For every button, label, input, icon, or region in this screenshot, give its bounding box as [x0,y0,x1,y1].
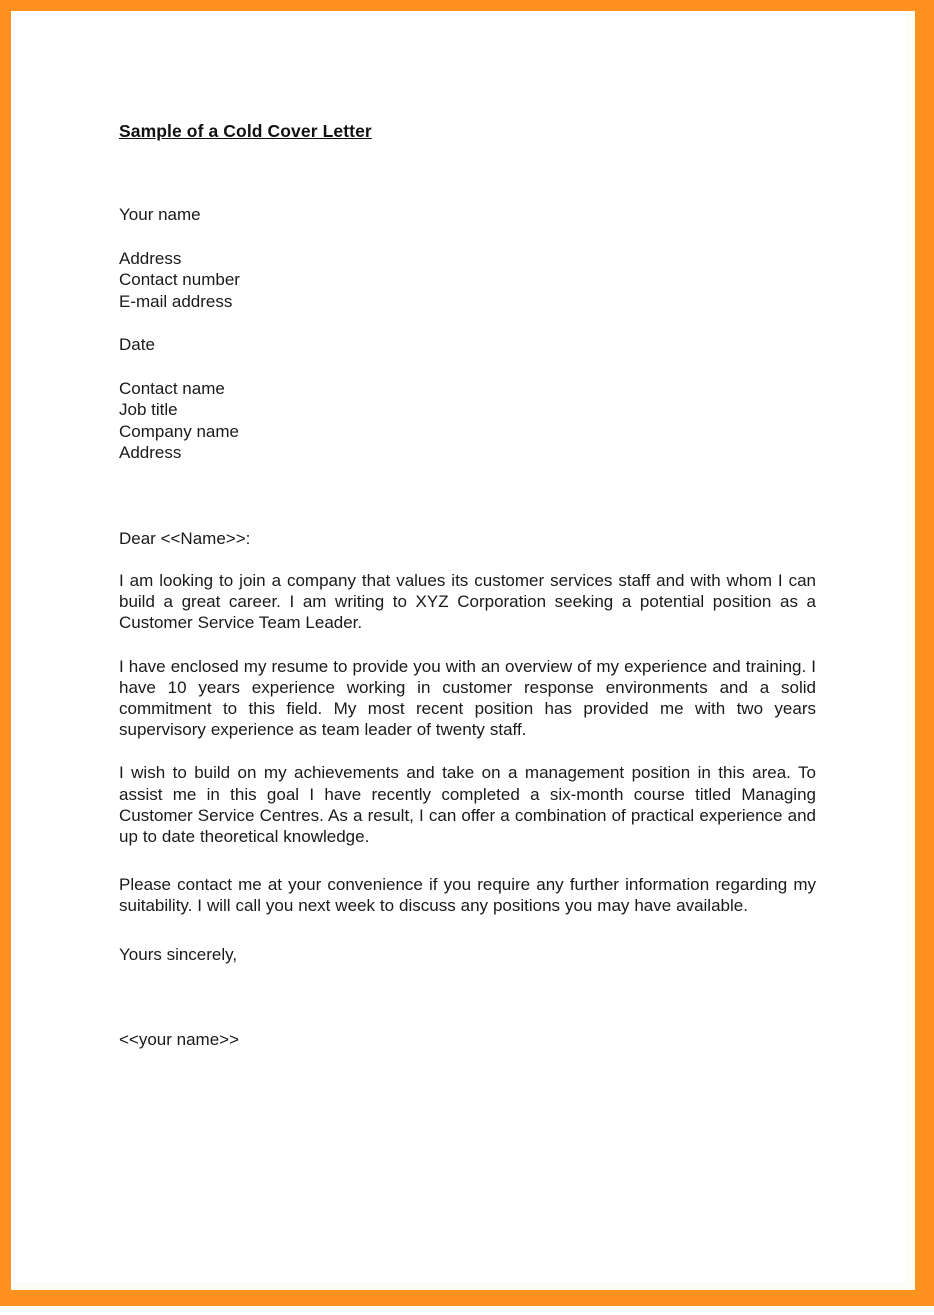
sender-name: Your name [119,205,201,224]
body-paragraph-1: I am looking to join a company that values its customer services staff and with whom I can build a great career. I am writing to XYZ Corporation seeking a potential position as a Customer Service Team Leader. [119,571,816,633]
frame-gutter-bottom [11,1282,915,1290]
body-paragraph-4: Please contact me at your convenience if you require any further information regarding my suitability. I will call you next week to discuss any positions you may have available. [119,875,816,916]
recipient-contact-name: Contact name [119,378,225,398]
sender-address-block [119,248,816,313]
recipient-address: Address [119,443,182,462]
recipient-company-name: Company name [119,421,240,441]
letter-date: Date [119,335,155,354]
document-title: Sample of a Cold Cover Letter [119,121,372,141]
closing-salutation: Yours sincerely, [119,944,238,964]
sender-contact-number: Contact number [119,270,240,289]
document-title-wrapper [119,120,816,142]
frame-border-right [915,11,934,1301]
frame-border-top [0,0,934,11]
frame-border-bottom [0,1290,934,1306]
body-paragraph-2: I have enclosed my resume to provide you with an overview of my experience and training. I have 10 years experience working in customer response environments and a solid commitment to this field. My most recent position has provided me with two years supervisory experience as team leader of twenty staff. [119,656,816,740]
sender-email: E-mail address [119,291,233,311]
frame-border-left [0,0,11,1304]
frame-gutter-right [905,11,915,1290]
signature-placeholder: <<your name>> [119,1030,240,1050]
letter-sheet [11,11,905,1282]
sender-name-block [119,204,816,226]
sender-address: Address [119,248,182,268]
date-block [119,334,816,356]
recipient-block [119,378,816,464]
letter-content [119,120,816,1051]
salutation: Dear <<Name>>: [119,528,251,548]
recipient-job-title: Job title [119,400,178,419]
body-paragraph-3: I wish to build on my achievements and take on a management position in this area. To assist me in this goal I have recently completed a six-month course titled Managing Customer Service Centres. As a result, I can offer a combination of practical experience and up to date theoretical knowledge. [119,763,816,847]
salutation-block [119,528,816,550]
